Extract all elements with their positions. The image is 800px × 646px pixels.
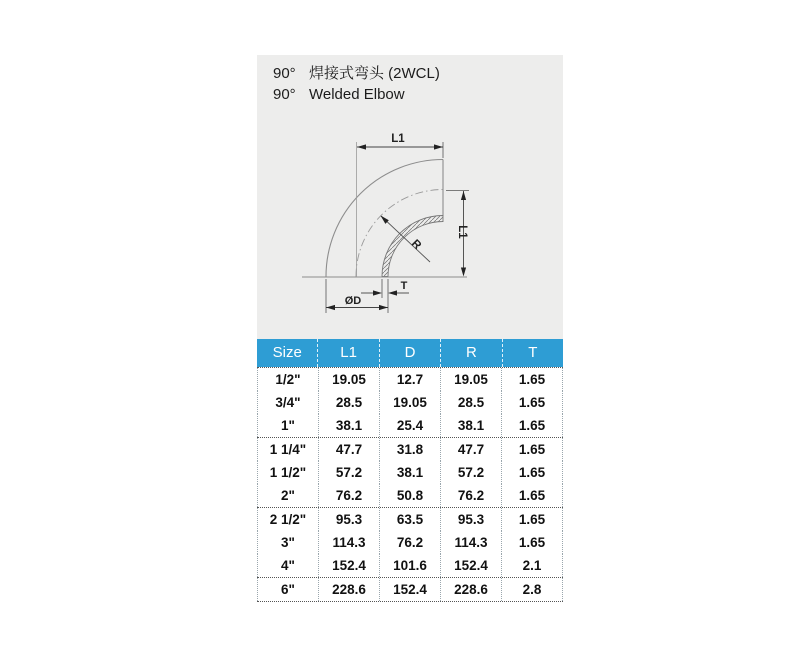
value-cell: 1.65 xyxy=(502,484,563,507)
datasheet-card xyxy=(257,55,563,339)
title-degree-cn: 90° xyxy=(273,65,296,82)
value-cell: 12.7 xyxy=(380,368,441,391)
size-cell: 6" xyxy=(257,578,319,601)
value-cell: 28.5 xyxy=(319,391,380,414)
value-cell: 101.6 xyxy=(380,554,441,577)
size-cell: 3/4" xyxy=(257,391,319,414)
value-cell: 2.1 xyxy=(502,554,563,577)
size-cell: 2 1/2" xyxy=(257,508,319,531)
value-cell: 57.2 xyxy=(319,461,380,484)
size-cell: 1 1/2" xyxy=(257,461,319,484)
value-cell: 228.6 xyxy=(319,578,380,601)
value-cell: 228.6 xyxy=(441,578,502,601)
value-cell: 28.5 xyxy=(441,391,502,414)
column-header-size: Size xyxy=(257,339,318,367)
table-row xyxy=(257,414,563,437)
value-cell: 76.2 xyxy=(380,531,441,554)
t-arrow-left xyxy=(373,290,382,295)
table-group xyxy=(257,578,563,602)
d-arrow-right xyxy=(379,305,388,310)
table-row xyxy=(257,554,563,577)
column-header-d: D xyxy=(380,339,441,367)
value-cell: 1.65 xyxy=(502,531,563,554)
radius-label: R xyxy=(408,237,424,253)
value-cell: 31.8 xyxy=(380,438,441,461)
value-cell: 19.05 xyxy=(441,368,502,391)
l1-right-arrow-top xyxy=(461,191,466,200)
title-text-cn: 焊接式弯头 (2WCL) xyxy=(309,65,440,82)
value-cell: 114.3 xyxy=(319,531,380,554)
size-cell: 2" xyxy=(257,484,319,507)
value-cell: 63.5 xyxy=(380,508,441,531)
d-label: ØD xyxy=(344,295,362,307)
size-cell: 1" xyxy=(257,414,319,437)
t-arrow-right xyxy=(388,290,397,295)
column-header-t: T xyxy=(528,344,538,361)
value-cell: 152.4 xyxy=(319,554,380,577)
value-cell: 114.3 xyxy=(441,531,502,554)
column-header-l1: L1 xyxy=(318,339,379,367)
size-cell: 1 1/4" xyxy=(257,438,319,461)
value-cell: 1.65 xyxy=(502,368,563,391)
table-row xyxy=(257,531,563,554)
table-row xyxy=(257,391,563,414)
d-arrow-left xyxy=(326,305,335,310)
value-cell: 38.1 xyxy=(319,414,380,437)
l1-right-arrow-bottom xyxy=(461,268,466,277)
title-degree-en: 90° xyxy=(273,86,296,103)
value-cell: 47.7 xyxy=(319,438,380,461)
t-label: T xyxy=(400,280,408,292)
l1-top-arrow-right xyxy=(434,144,443,149)
value-cell: 1.65 xyxy=(502,508,563,531)
value-cell: 1.65 xyxy=(502,391,563,414)
size-cell: 1/2" xyxy=(257,368,319,391)
l1-right-label: L1 xyxy=(456,225,468,239)
dimension-table xyxy=(257,339,563,602)
value-cell: 152.4 xyxy=(380,578,441,601)
l1-top-label: L1 xyxy=(391,133,405,145)
table-row xyxy=(257,461,563,484)
value-cell: 1.65 xyxy=(502,414,563,437)
value-cell: 95.3 xyxy=(319,508,380,531)
size-cell: 4" xyxy=(257,554,319,577)
value-cell: 47.7 xyxy=(441,438,502,461)
value-cell: 38.1 xyxy=(380,461,441,484)
title-text-en: Welded Elbow xyxy=(309,86,405,103)
value-cell: 76.2 xyxy=(441,484,502,507)
value-cell: 50.8 xyxy=(380,484,441,507)
value-cell: 25.4 xyxy=(380,414,441,437)
table-group xyxy=(257,508,563,578)
table-row xyxy=(257,484,563,507)
table-row xyxy=(257,578,563,601)
size-cell: 3" xyxy=(257,531,319,554)
page-title xyxy=(273,63,440,105)
table-row xyxy=(257,508,563,531)
value-cell: 76.2 xyxy=(319,484,380,507)
title-line-en xyxy=(273,84,440,105)
value-cell: 2.8 xyxy=(502,578,563,601)
value-cell: 38.1 xyxy=(441,414,502,437)
value-cell: 19.05 xyxy=(319,368,380,391)
table-row xyxy=(257,368,563,391)
column-header-r: R xyxy=(441,339,502,367)
value-cell: 57.2 xyxy=(441,461,502,484)
table-group xyxy=(257,368,563,438)
table-header-row xyxy=(257,339,563,367)
value-cell: 19.05 xyxy=(380,391,441,414)
value-cell: 95.3 xyxy=(441,508,502,531)
value-cell: 1.65 xyxy=(502,438,563,461)
table-body xyxy=(257,367,563,602)
value-cell: 152.4 xyxy=(441,554,502,577)
value-cell: 1.65 xyxy=(502,461,563,484)
l1-top-arrow-left xyxy=(357,144,366,149)
table-row xyxy=(257,438,563,461)
table-group xyxy=(257,438,563,508)
title-line-cn xyxy=(273,63,440,84)
